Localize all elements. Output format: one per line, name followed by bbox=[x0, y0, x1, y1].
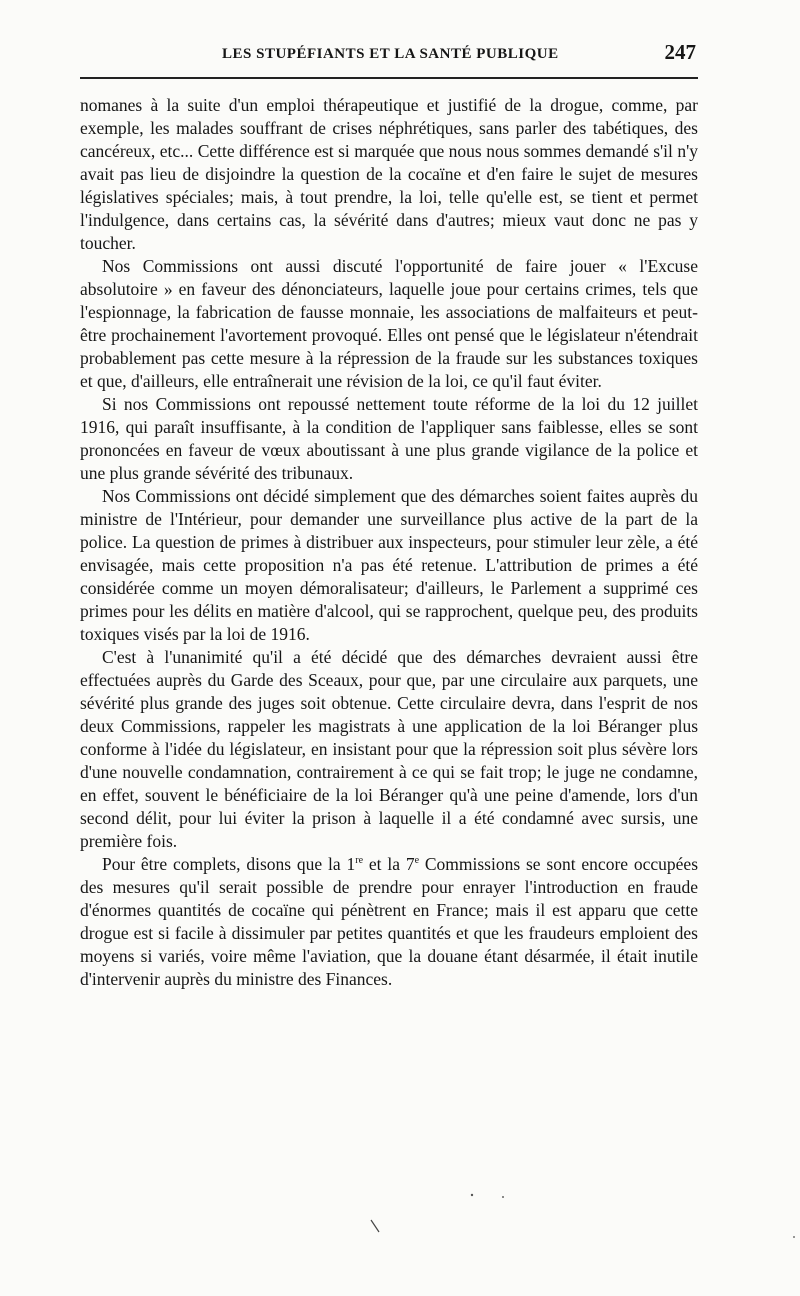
paragraph-6-middle: et la bbox=[363, 854, 406, 874]
body-text bbox=[80, 94, 698, 991]
paragraph-3: Si nos Commissions ont repoussé nettement toute réforme de la loi du 12 juillet 1916, qui paraît insuffisante, à la condition de l'appliquer sans faiblesse, elles se sont prononcées en faveur de vœux aboutissant à une plus grande vigilance de la police et une plus grande sévérité des tribunaux. bbox=[80, 394, 698, 483]
ordinal-1-suffix: re bbox=[355, 855, 364, 867]
ordinal-1-number: 1 bbox=[346, 854, 356, 874]
ordinal-7-number: 7 bbox=[405, 854, 415, 874]
paragraph-2: Nos Commissions ont aussi discuté l'opportunité de faire jouer « l'Excuse absolutoire » en faveur des dénonciateurs, laquelle joue pour certains crimes, tels que l'espionnage, la fabrication de fausse monnaie, les associations de malfaiteurs et peut-être prochainement l'avortement provoqué. Elles ont pensé que le législateur n'étendrait probablement pas cette mesure à la répression de la fraude sur les substances toxiques et que, d'ailleurs, elle entraînerait une révision de la loi, ce qu'il faut éviter. bbox=[80, 256, 698, 391]
running-head bbox=[80, 40, 698, 76]
paragraph-6-start: Pour être complets, disons que la bbox=[102, 854, 347, 874]
page-number: 247 bbox=[664, 40, 696, 64]
paragraph-1: nomanes à la suite d'un emploi thérapeutique et justifié de la drogue, comme, par exemple, les malades souffrant de crises néphrétiques, sans parler des tabétiques, des cancéreux, etc... Cette différence est si marquée que nous nous sommes demandé s'il n'y avait pas lieu de disjoindre la question de la cocaïne et d'en faire le sujet de mesures législatives spéciales; mais, à tout prendre, la loi, telle qu'elle est, se tient et permet l'indulgence, dans certains cas, la sévérité dans d'autres; mieux vaut donc ne pas y toucher. bbox=[80, 95, 698, 253]
ordinal-7-suffix: e bbox=[414, 855, 420, 867]
paragraph-6 bbox=[80, 853, 698, 991]
header-rule bbox=[80, 77, 698, 79]
paragraph-4: Nos Commissions ont décidé simplement que des démarches soient faites auprès du ministre de l'Intérieur, pour demander une surveillance plus active de la part de la police. La question de primes à distribuer aux inspecteurs, pour stimuler leur zèle, a été envisagée, mais cette proposition n'a pas été retenue. L'attribution de primes a été considérée comme un moyen démoralisateur; d'ailleurs, le Parlement a supprimé ces primes pour les délits en matière d'alcool, qui se rapprochent, quelque peu, des produits toxiques visés par la loi de 1916. bbox=[80, 486, 698, 644]
running-title: LES STUPÉFIANTS ET LA SANTÉ PUBLIQUE bbox=[222, 46, 559, 62]
paragraph-6-end: Commissions se sont encore occupées des mesures qu'il serait possible de prendre pour enrayer l'introduction en fraude d'énormes quantités de cocaïne qui pénètrent en France; mais il est apparu que cette drogue est si facile à dissimuler par petites quantités et que les fraudeurs emploient des moyens si variés, voire même l'aviation, que la douane étant désarmée, il était inutile d'intervenir auprès du ministre des Finances. bbox=[80, 854, 699, 989]
paragraph-5: C'est à l'unanimité qu'il a été décidé que des démarches devraient aussi être effectuées auprès du Garde des Sceaux, pour que, par une circulaire aux parquets, une sévérité plus grande des juges soit obtenue. Cette circulaire devra, dans l'esprit de nos deux Commissions, rappeler les magistrats à une application de la loi Béranger plus conforme à l'idée du législateur, en insistant pour que la répression soit plus sévère lors d'une nouvelle condamnation, contrairement à ce qui se fait trop; le juge ne condamne, en effet, souvent le bénéficiaire de la loi Béranger qu'à une peine d'amende, lors d'un second délit, pour lui éviter la prison à laquelle il a été condamné avec sursis, une première fois. bbox=[80, 647, 698, 851]
